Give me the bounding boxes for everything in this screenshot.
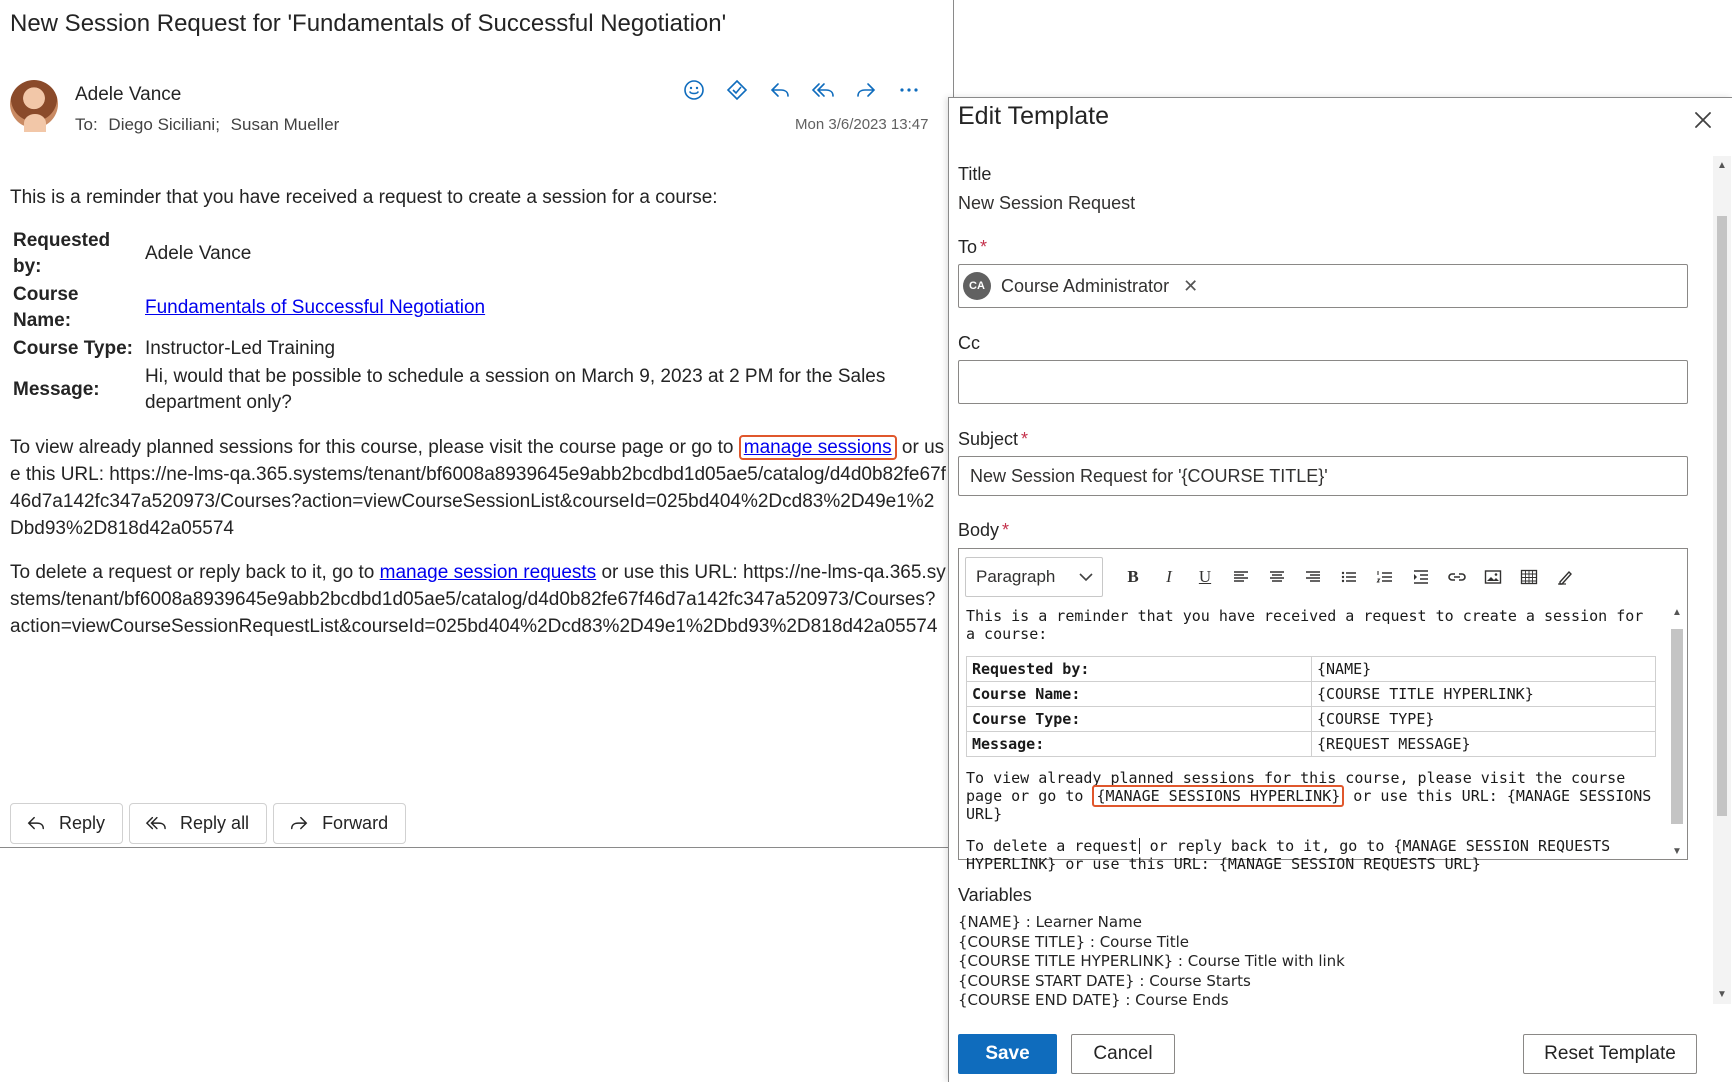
- table-icon[interactable]: [1511, 561, 1547, 593]
- course-name-label: Course Name:: [13, 284, 79, 331]
- subject-field[interactable]: [958, 456, 1688, 496]
- message-label: Message:: [13, 379, 100, 400]
- to-field[interactable]: [958, 264, 1688, 308]
- forward-label: Forward: [322, 813, 389, 833]
- reset-template-button[interactable]: Reset Template: [1523, 1034, 1697, 1074]
- scroll-up-icon[interactable]: ▲: [1717, 160, 1727, 171]
- requested-by-label: Requested by:: [13, 230, 111, 277]
- to-label: [958, 237, 987, 258]
- variable-item: {COURSE TITLE HYPERLINK} : Course Title with link: [958, 952, 1345, 970]
- forward-icon[interactable]: [852, 76, 880, 104]
- editor-content[interactable]: [966, 607, 1658, 873]
- align-center-icon[interactable]: [1259, 561, 1295, 593]
- chevron-down-icon: [1078, 572, 1094, 582]
- body-label: [958, 520, 1009, 541]
- email-intro: This is a reminder that you have received a request to create a session for a course:: [10, 187, 718, 208]
- reply-all-button[interactable]: [129, 803, 267, 844]
- row-key: Course Name:: [967, 682, 1312, 707]
- reply-all-icon: [144, 814, 168, 834]
- title-value: New Session Request: [958, 193, 1136, 213]
- title-label: Title: [958, 164, 992, 184]
- required-mark: *: [980, 237, 988, 257]
- format-select[interactable]: [965, 557, 1103, 597]
- subject-value: New Session Request for '{COURSE TITLE}': [970, 466, 1328, 486]
- scroll-thumb[interactable]: [1671, 629, 1683, 824]
- reply-icon: [25, 814, 47, 834]
- cc-label: Cc: [958, 333, 980, 353]
- panel-title: Edit Template: [958, 102, 1110, 130]
- required-mark: *: [1002, 520, 1010, 540]
- panel-scrollbar[interactable]: [1713, 156, 1731, 1004]
- table-row: [967, 657, 1656, 682]
- to-label: To:: [75, 115, 98, 134]
- body-label-text: Body: [958, 520, 1000, 540]
- emoji-icon[interactable]: [680, 76, 708, 104]
- sender-avatar[interactable]: [10, 80, 58, 128]
- message-value: Hi, would that be possible to schedule a session on March 9, 2023 at 2 PM for the Sales department only?: [145, 366, 886, 413]
- close-icon[interactable]: [1691, 108, 1715, 132]
- row-key: Requested by:: [967, 657, 1312, 682]
- request-details-table: [10, 227, 946, 417]
- required-mark: *: [1021, 429, 1029, 449]
- course-type-label: Course Type:: [13, 338, 134, 359]
- recipient[interactable]: Diego Siciliani;: [108, 115, 220, 134]
- email-body: [10, 184, 946, 640]
- variable-item: {COURSE TITLE} : Course Title: [958, 932, 1189, 951]
- cc-field[interactable]: [958, 360, 1688, 404]
- variable-item: {COURSE END DATE} : Course Ends: [958, 991, 1229, 1009]
- scroll-up-icon[interactable]: ▲: [1672, 607, 1682, 618]
- reply-icon[interactable]: [766, 76, 794, 104]
- variable-item: {NAME} : Learner Name: [958, 913, 1142, 931]
- editor-scrollbar[interactable]: [1669, 607, 1685, 857]
- more-icon[interactable]: [895, 76, 923, 104]
- email-reading-pane: [0, 0, 954, 848]
- view-text: To view already planned sessions for this course, please visit the course page or go to: [10, 437, 739, 458]
- course-type-value: Instructor-Led Training: [145, 338, 336, 359]
- chip-avatar: CA: [963, 272, 991, 300]
- scroll-down-icon[interactable]: ▼: [1672, 846, 1682, 857]
- bold-icon[interactable]: B: [1127, 567, 1139, 586]
- scroll-thumb[interactable]: [1717, 216, 1727, 816]
- table-row: [967, 682, 1656, 707]
- clear-format-icon[interactable]: [1547, 561, 1583, 593]
- recipient-chip[interactable]: [963, 272, 1198, 300]
- row-key: Course Type:: [967, 707, 1312, 732]
- underline-icon[interactable]: U: [1198, 567, 1212, 586]
- view-text-after: or use this URL:: [10, 437, 945, 485]
- reply-bar: [10, 803, 406, 844]
- delete-url: https://ne-lms-qa.365.systems/tenant/bf6008a8939645e9abb2bcdbd1d05ae5/catalog/d4d0b82fe67f46d7a142fc347a520973/Courses?action=viewCourseSessionRequestList&courseId=025bd404%2Dcd83%2D49e1%2Dbd93%2D818d42a05574: [10, 562, 946, 637]
- editor-delete-before: To delete a request: [966, 837, 1138, 855]
- align-left-icon[interactable]: [1223, 561, 1259, 593]
- row-value: {COURSE TITLE HYPERLINK}: [1312, 682, 1656, 707]
- to-label-text: To: [958, 237, 978, 257]
- body-editor[interactable]: [958, 548, 1688, 873]
- variables-label: Variables: [958, 885, 1032, 905]
- view-url: https://ne-lms-qa.365.systems/tenant/bf6008a8939645e9abb2bcdbd1d05ae5/catalog/d4d0b82fe67f46d7a142fc347a520973/Courses?action=viewCourseSessionList&courseId=025bd404%2Dcd83%2D49e1%2Dbd93%2D818d42a05574: [10, 464, 946, 539]
- manage-sessions-link[interactable]: manage sessions: [739, 435, 897, 460]
- editor-view-paragraph: [966, 769, 1658, 823]
- numbered-list-icon[interactable]: [1367, 561, 1403, 593]
- forward-icon: [288, 814, 310, 834]
- reply-button[interactable]: [10, 803, 123, 844]
- email-subject: New Session Request for 'Fundamentals of Successful Negotiation': [10, 10, 727, 37]
- chip-name: Course Administrator: [1001, 275, 1170, 296]
- editor-intro: This is a reminder that you have received a request to create a session for a course:: [966, 607, 1644, 643]
- recipient[interactable]: Susan Mueller: [230, 115, 340, 134]
- edit-template-panel: [948, 97, 1732, 1082]
- cancel-button[interactable]: Cancel: [1071, 1034, 1175, 1074]
- bullet-list-icon[interactable]: [1331, 561, 1367, 593]
- row-value: {NAME}: [1312, 657, 1656, 682]
- delete-text-after: or use this URL:: [596, 562, 743, 583]
- requested-by-value: Adele Vance: [145, 243, 252, 264]
- row-value: {COURSE TYPE}: [1312, 707, 1656, 732]
- align-right-icon[interactable]: [1295, 561, 1331, 593]
- message-actions: [680, 76, 923, 104]
- editor-toolbar: [959, 549, 1687, 605]
- delete-text: To delete a request or reply back to it, go to: [10, 562, 380, 583]
- subject-label-text: Subject: [958, 429, 1019, 449]
- format-select-value: Paragraph: [976, 567, 1056, 586]
- delete-request-paragraph: [10, 559, 946, 640]
- editor-view-text: To view already planned sessions for this course, please visit the course page or go to: [966, 769, 1626, 805]
- editor-view-after: or use this URL: {MANAGE SESSIONS URL}: [966, 787, 1652, 823]
- text-caret: [1139, 838, 1140, 854]
- reply-label: Reply: [59, 813, 106, 833]
- view-sessions-paragraph: [10, 434, 946, 542]
- reply-all-icon[interactable]: [809, 76, 837, 104]
- indent-icon[interactable]: [1403, 561, 1439, 593]
- table-row: [10, 363, 946, 417]
- save-button[interactable]: Save: [958, 1034, 1057, 1074]
- image-icon[interactable]: [1475, 561, 1511, 593]
- table-row: [967, 707, 1656, 732]
- italic-icon[interactable]: I: [1166, 567, 1172, 586]
- table-row: [10, 335, 946, 363]
- subject-label: [958, 429, 1028, 450]
- recipients-line: [75, 115, 345, 135]
- link-icon[interactable]: [1439, 561, 1475, 593]
- table-row: [10, 281, 946, 335]
- table-row: [967, 732, 1656, 757]
- variables-list: [958, 913, 1345, 1011]
- sender-name[interactable]: Adele Vance: [75, 84, 182, 105]
- sticker-icon[interactable]: [723, 76, 751, 104]
- remove-chip-icon[interactable]: ✕: [1183, 275, 1199, 296]
- editor-delete-paragraph: [966, 837, 1658, 873]
- email-timestamp: Mon 3/6/2023 13:47: [795, 116, 929, 133]
- row-value: {REQUEST MESSAGE}: [1312, 732, 1656, 757]
- editor-delete-after: or reply back to it, go to {MANAGE SESSION REQUESTS HYPERLINK} or use this URL: {MANAGE SESSION REQUESTS URL}: [966, 837, 1611, 873]
- reply-all-label: Reply all: [180, 813, 250, 833]
- forward-button[interactable]: [273, 803, 406, 844]
- scroll-down-icon[interactable]: ▼: [1717, 989, 1727, 1000]
- row-key: Message:: [967, 732, 1312, 757]
- course-name-link[interactable]: Fundamentals of Successful Negotiation: [145, 297, 486, 318]
- manage-session-requests-link[interactable]: manage session requests: [379, 562, 597, 583]
- table-row: [10, 227, 946, 281]
- variable-item: {COURSE START DATE} : Course Starts: [958, 971, 1251, 990]
- manage-sessions-hyperlink-variable: {MANAGE SESSIONS HYPERLINK}: [1092, 785, 1344, 807]
- editor-details-table: [966, 656, 1656, 757]
